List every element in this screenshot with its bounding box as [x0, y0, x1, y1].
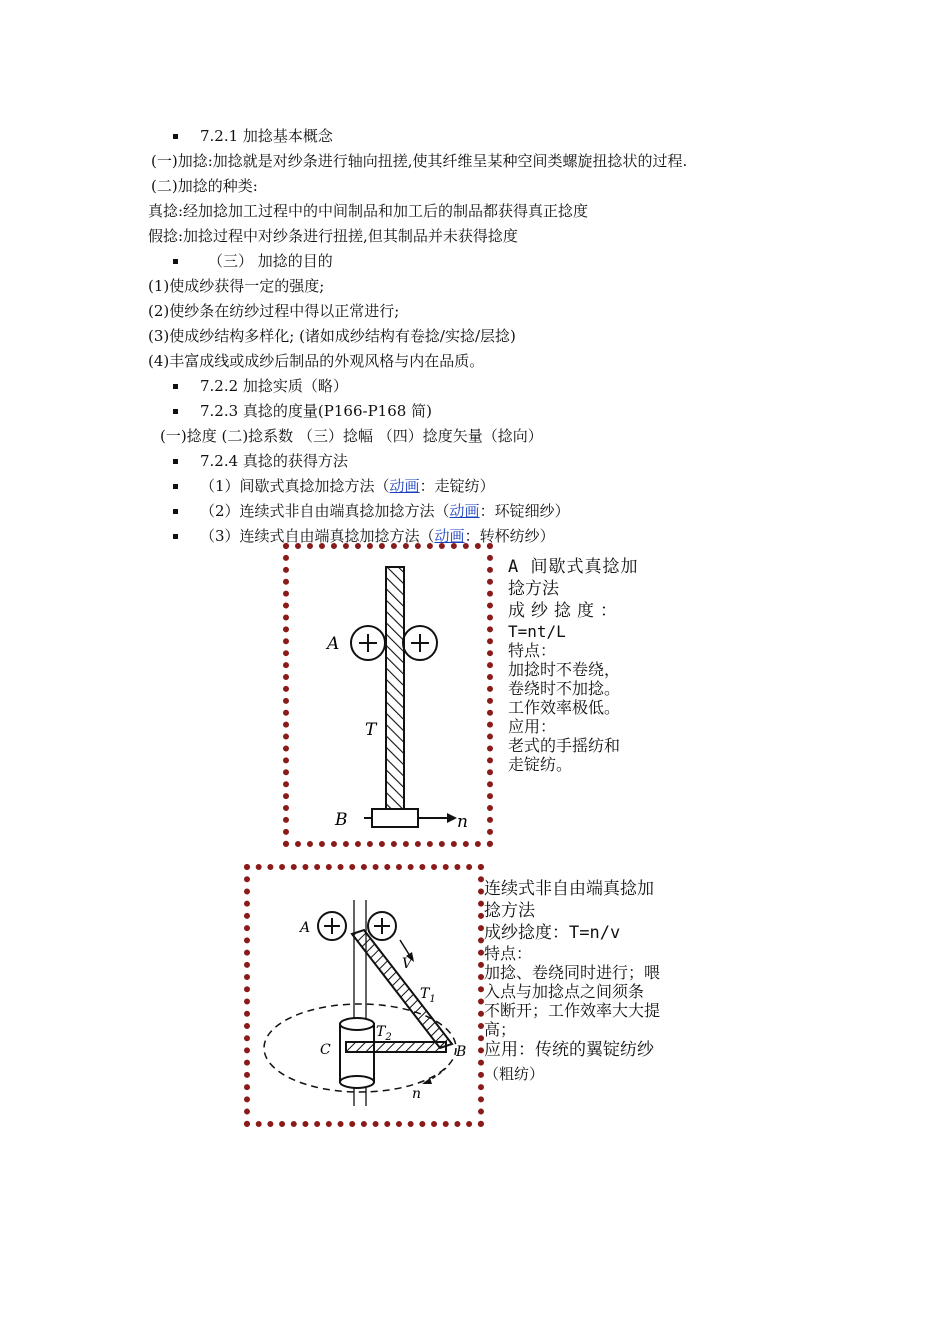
label-t1 — [420, 986, 436, 1005]
label-t2-main: T — [376, 1024, 386, 1040]
purpose-item-1: (1)使成纱获得一定的强度; — [148, 277, 325, 295]
bullet — [173, 509, 178, 514]
fig-b-line: 加捻、卷绕同时进行；喂 — [484, 963, 661, 982]
fig-b-line: 入点与加捻点之间须条 — [484, 982, 645, 1001]
label-t: T — [365, 720, 377, 740]
intermittent-twisting-diagram — [289, 549, 487, 841]
section-7-2-4-heading: 7.2.4 真捻的获得方法 — [200, 452, 348, 470]
twist-definition: (一)加捻:加捻就是对纱条进行轴向扭搓,使其纤维呈某种空间类螺旋扭捻状的过程. — [151, 152, 688, 170]
fig-b-line: 捻方法 — [484, 901, 535, 921]
method-1-animation-link[interactable]: 动画 — [389, 477, 420, 495]
label-a: A — [327, 634, 340, 654]
yarn-strand-t2 — [346, 1042, 446, 1052]
false-twist-definition: 假捻:加捻过程中对纱条进行扭搓,但其制品并未获得捻度 — [148, 227, 518, 245]
fig-a-line: 工作效率极低。 — [508, 698, 621, 717]
twist-purpose-heading: （三） 加捻的目的 — [208, 252, 333, 270]
bullet — [173, 484, 178, 489]
section-7-2-1-heading: 7.2.1 加捻基本概念 — [200, 127, 333, 145]
section-7-2-3-heading: 7.2.3 真捻的度量(P166-P168 简) — [200, 402, 432, 420]
true-twist-definition: 真捻:经加捻加工过程中的中间制品和加工后的制品都获得真正捻度 — [148, 202, 589, 220]
twist-types-heading: (二)加捻的种类: — [151, 177, 258, 195]
fig-a-line: 走锭纺。 — [508, 755, 573, 774]
spindle — [372, 809, 418, 827]
purpose-item-3: (3)使成纱结构多样化; (诸如成纱结构有卷捻/实捻/层捻) — [148, 327, 516, 345]
fig-a-line: 卷绕时不加捻。 — [508, 679, 621, 698]
fig-a-line: A 间歇式真捻加 — [508, 557, 639, 577]
fig-a-line: 加捻时不卷绕， — [508, 660, 621, 679]
label-t1-main: T — [420, 986, 430, 1002]
figure-a-description — [508, 556, 638, 774]
method-3-animation-link[interactable]: 动画 — [434, 527, 465, 545]
label-n: n — [412, 1086, 422, 1102]
method-3-text: （3）连续式自由端真捻加捻方法（ — [200, 527, 435, 545]
non-free-end-twisting-diagram — [250, 870, 478, 1121]
section-7-2-2-heading: 7.2.2 加捻实质（略） — [200, 377, 348, 395]
label-b: B — [335, 810, 348, 830]
purpose-item-4: (4)丰富成线或成纱后制品的外观风格与内在品质。 — [148, 352, 485, 370]
method-2-text: （2）连续式非自由端真捻加捻方法（ — [200, 502, 450, 520]
method-1-suffix: ：走锭纺） — [419, 477, 495, 495]
yarn-strand — [386, 567, 404, 813]
label-t2 — [376, 1024, 392, 1043]
fig-a-line: 成纱捻度： — [508, 601, 623, 621]
fig-b-line: 成纱捻度：T=n/v — [484, 923, 621, 943]
fig-a-line: 特点： — [508, 641, 557, 660]
fig-a-line: 捻方法 — [508, 579, 559, 599]
method-2-animation-link[interactable]: 动画 — [449, 502, 480, 520]
method-3-suffix: ：转杯纺纱） — [464, 527, 555, 545]
figure-b-description — [484, 878, 660, 1087]
method-2-suffix: ：环锭细纱） — [479, 502, 570, 520]
fig-b-line: 连续式非自由端真捻加 — [484, 879, 654, 899]
bullet — [173, 134, 178, 139]
fig-a-line: T=nt/L — [508, 622, 566, 641]
fig-b-line: 特点： — [484, 944, 533, 963]
label-c: C — [320, 1042, 331, 1058]
twist-measures: (一)捻度 (二)捻系数 （三）捻幅 （四）捻度矢量（捻向） — [160, 427, 543, 445]
purpose-item-2: (2)使纱条在纺纱过程中得以正常进行; — [148, 302, 400, 320]
figure-a-frame — [283, 543, 493, 847]
bullet — [173, 409, 178, 414]
fig-b-line: 不断开；工作效率大大提 — [484, 1001, 661, 1020]
label-v: V — [402, 956, 413, 972]
figure-b-frame — [244, 864, 484, 1127]
fig-b-line: 应用：传统的翼锭纺纱 — [484, 1040, 654, 1060]
bullet — [173, 259, 178, 264]
label-a: A — [300, 920, 311, 936]
bullet — [173, 534, 178, 539]
fig-a-line: 应用： — [508, 717, 557, 736]
fig-a-line: 老式的手摇纺和 — [508, 736, 621, 755]
label-n: n — [457, 812, 468, 832]
label-t1-sub: 1 — [429, 994, 436, 1005]
method-1-text: （1）间歇式真捻加捻方法（ — [200, 477, 390, 495]
label-b: B — [456, 1044, 467, 1060]
bullet — [173, 459, 178, 464]
label-t2-sub: 2 — [385, 1032, 392, 1043]
fig-b-line: （粗纺） — [484, 1065, 545, 1083]
bullet — [173, 384, 178, 389]
fig-b-line: 高； — [484, 1020, 517, 1039]
method-1 — [200, 476, 495, 496]
method-2 — [200, 501, 570, 521]
